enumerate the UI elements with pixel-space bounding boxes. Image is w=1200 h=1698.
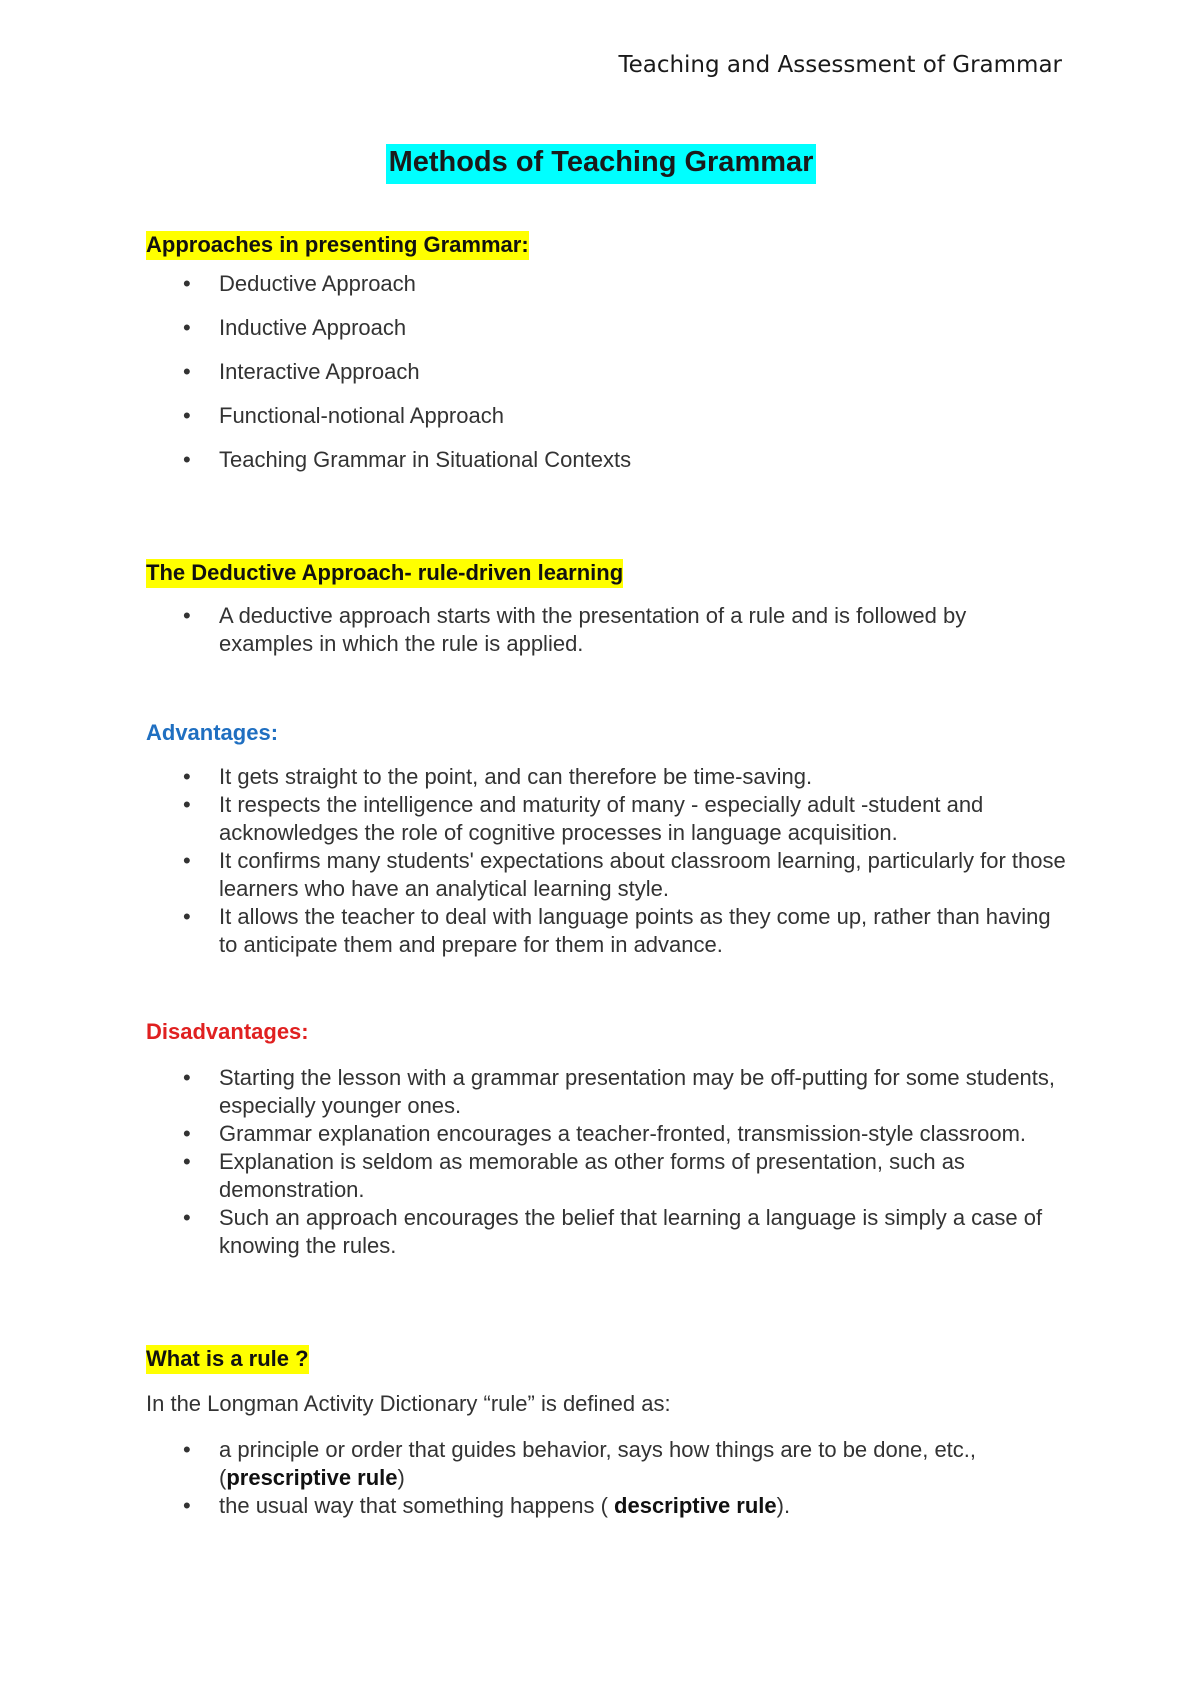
list-item: • a principle or order that guides behavior, says how things are to be done, etc., (prescriptive rule): [183, 1437, 977, 1490]
list-item: • the usual way that something happens ( descriptive rule).: [183, 1493, 791, 1518]
rule-heading: [146, 1346, 309, 1372]
list-item: • Teaching Grammar in Situational Contexts: [183, 447, 632, 472]
bullet-icon: •: [183, 792, 191, 817]
bullet-icon: •: [183, 603, 191, 628]
list-item: • It allows the teacher to deal with language points as they come up, rather than having to anticipate them and prepare for them in advance.: [183, 904, 1051, 957]
list-item: • A deductive approach starts with the presentation of a rule and is followed by examples in which the rule is applied.: [183, 603, 967, 656]
bullet-icon: •: [183, 764, 191, 789]
bullet-icon: •: [183, 271, 191, 296]
list-item: • It gets straight to the point, and can therefore be time-saving.: [183, 764, 813, 789]
list-item: • Functional-notional Approach: [183, 403, 504, 428]
bullet-icon: •: [183, 1121, 191, 1146]
list-item: • It confirms many students' expectations about classroom learning, particularly for those learners who have an analytical learning style.: [183, 848, 1066, 901]
disadvantages-heading: Disadvantages:: [146, 1019, 309, 1044]
bullet-icon: •: [183, 1493, 191, 1518]
bullet-icon: •: [183, 447, 191, 472]
rule-list: [146, 1436, 1066, 1520]
list-item: • Starting the lesson with a grammar presentation may be off-putting for some students, especially younger ones.: [183, 1065, 1056, 1118]
deductive-list: [146, 602, 1066, 658]
list-item: • Explanation is seldom as memorable as other forms of presentation, such as demonstration.: [183, 1149, 965, 1202]
bullet-icon: •: [183, 403, 191, 428]
list-item: • Grammar explanation encourages a teacher-fronted, transmission-style classroom.: [183, 1121, 1027, 1146]
disadvantages-list: [146, 1064, 1066, 1260]
bullet-icon: •: [183, 1205, 191, 1230]
rule-heading-text: What is a rule ?: [146, 1345, 309, 1374]
bullet-icon: •: [183, 848, 191, 873]
advantages-list: [146, 763, 1066, 959]
prescriptive-rule-term: prescriptive rule: [226, 1465, 398, 1490]
bullet-icon: •: [183, 1437, 191, 1462]
advantages-heading: Advantages:: [146, 720, 279, 745]
document-title: Methods of Teaching Grammar: [386, 144, 817, 184]
deductive-heading-text: The Deductive Approach- rule-driven learning: [146, 559, 623, 588]
bullet-icon: •: [183, 1149, 191, 1174]
rule-intro: In the Longman Activity Dictionary “rule” is defined as:: [146, 1391, 671, 1416]
bullet-icon: •: [183, 315, 191, 340]
list-item: • It respects the intelligence and maturity of many - especially adult -student and acknowledges the role of cognitive processes in language acquisition.: [183, 792, 984, 845]
list-item: • Interactive Approach: [183, 359, 420, 384]
approaches-heading-text: Approaches in presenting Grammar:: [146, 231, 529, 260]
approaches-list: [146, 270, 1066, 490]
list-item: • Inductive Approach: [183, 315, 407, 340]
title-wrapper: [146, 144, 1056, 184]
list-item: • Deductive Approach: [183, 271, 416, 296]
deductive-heading: [146, 560, 623, 586]
bullet-icon: •: [183, 359, 191, 384]
list-item: • Such an approach encourages the belief that learning a language is simply a case of knowing the rules.: [183, 1205, 1043, 1258]
descriptive-rule-term: descriptive rule: [614, 1493, 777, 1518]
bullet-icon: •: [183, 1065, 191, 1090]
bullet-icon: •: [183, 904, 191, 929]
running-header: Teaching and Assessment of Grammar: [618, 52, 1062, 78]
approaches-heading: [146, 232, 529, 258]
